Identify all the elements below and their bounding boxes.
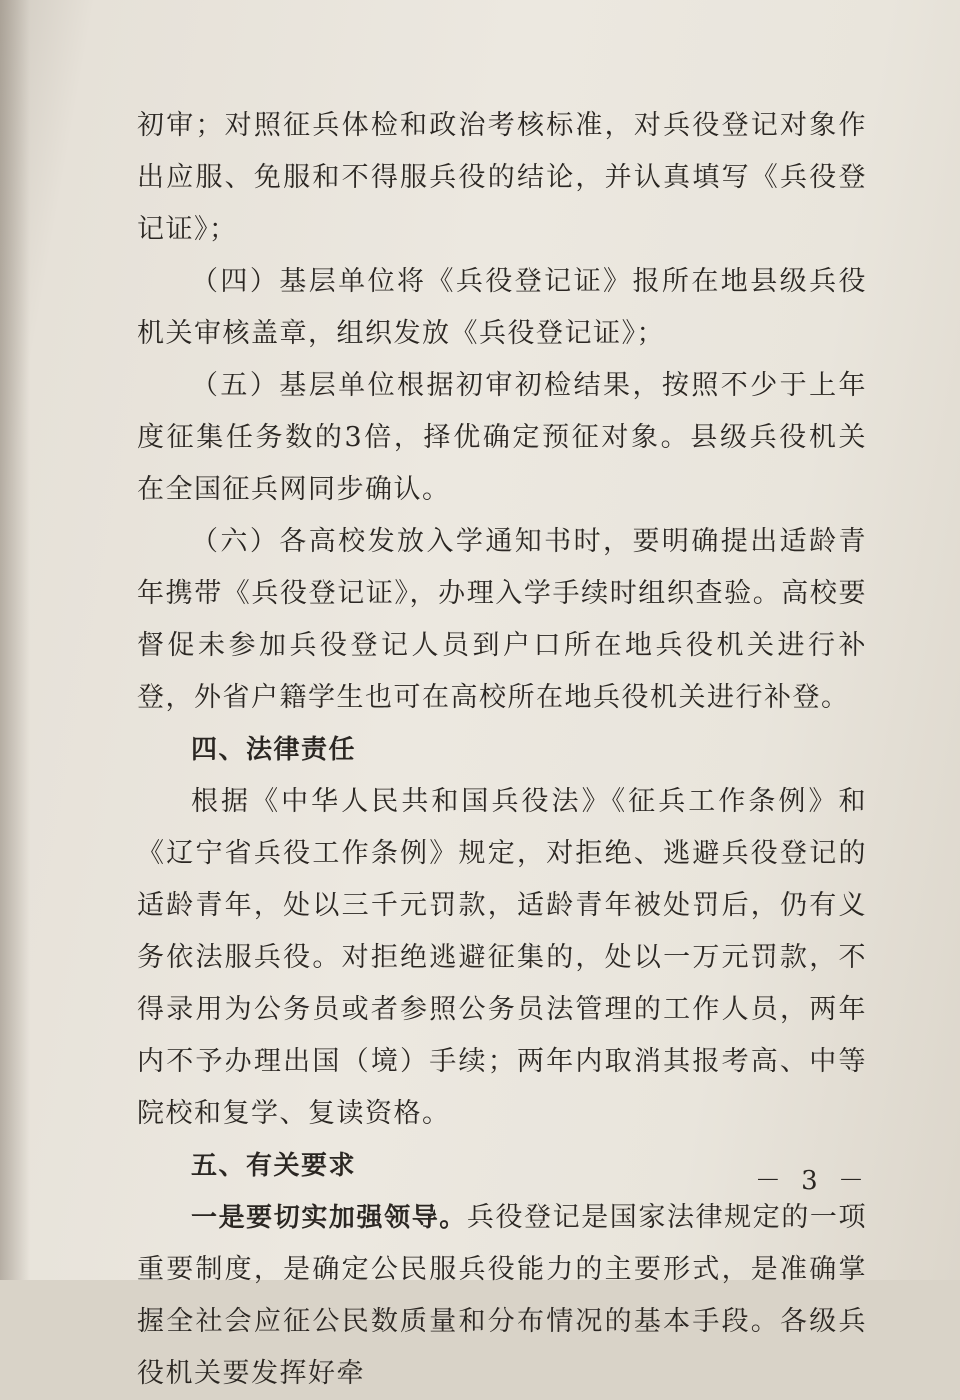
paragraph-lead: 一是要切实加强领导。 bbox=[191, 1203, 467, 1233]
paragraph-legal-liability: 根据《中华人民共和国兵役法》《征兵工作条例》和《辽宁省兵役工作条例》规定，对拒绝、逃避兵役登记的适龄青年，处以三千元罚款，适龄青年被处罚后，仍有义务依法服兵役。对拒绝逃避征集的，处以一万元罚款，不得录用为公务员或者参照公务员法管理的工作人员，两年内不予办理出国（境）手续；两年内取消其报考高、中等院校和复学、复读资格。 bbox=[137, 786, 867, 1129]
paragraph-lead-body: 兵役登记是国家法律规定的一项重要制度，是确定公民服兵役能力的主要形式，是准确掌握全社会应征公民数质量和分布情况的基本手段。各级兵役机关要发挥好牵 bbox=[137, 1202, 867, 1389]
document-body bbox=[137, 100, 867, 1400]
page-number: － 3 － bbox=[754, 1166, 870, 1196]
section-heading-requirements: 五、有关要求 bbox=[191, 1151, 357, 1181]
section-heading-legal-liability: 四、法律责任 bbox=[191, 735, 357, 765]
paragraph-item-6: （六）各高校发放入学通知书时，要明确提出适龄青年携带《兵役登记证》，办理入学手续时组织查验。高校要督促未参加兵役登记人员到户口所在地兵役机关进行补登，外省户籍学生也可在高校所在地兵役机关进行补登。 bbox=[137, 526, 867, 713]
paragraph-item-4: （四）基层单位将《兵役登记证》报所在地县级兵役机关审核盖章，组织发放《兵役登记证》； bbox=[137, 266, 867, 349]
paragraph-requirement-1 bbox=[137, 1192, 867, 1400]
page-shadow bbox=[0, 0, 30, 1280]
paragraph-continuation: 初审；对照征兵体检和政治考核标准，对兵役登记对象作出应服、免服和不得服兵役的结论，并认真填写《兵役登记证》； bbox=[137, 110, 867, 245]
paragraph-item-5: （五）基层单位根据初审初检结果，按照不少于上年度征集任务数的3倍，择优确定预征对象。县级兵役机关在全国征兵网同步确认。 bbox=[137, 370, 867, 505]
